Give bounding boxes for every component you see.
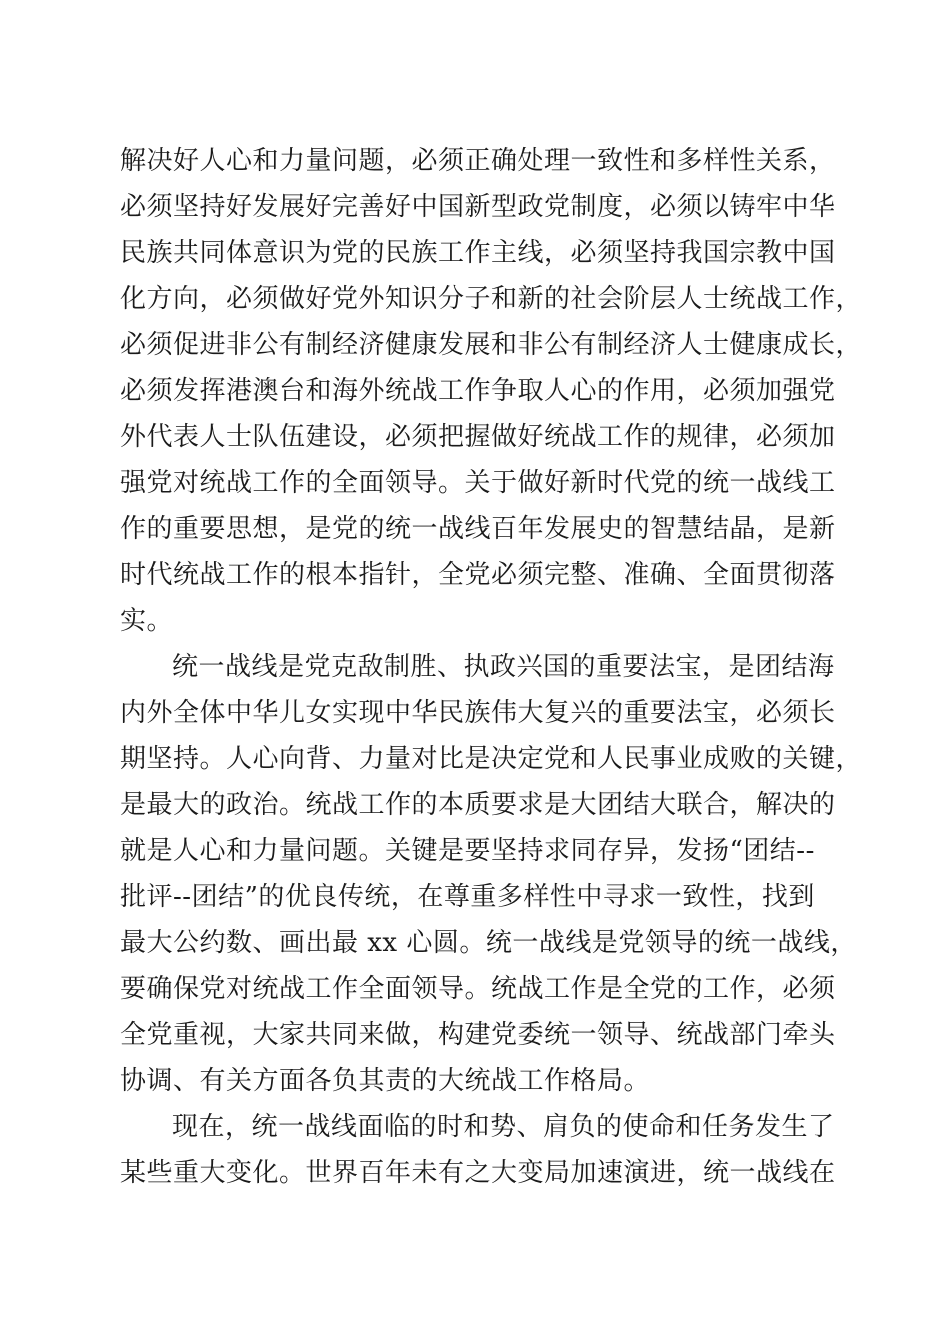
text-line: 民族共同体意识为党的民族工作主线，必须坚持我国宗教中国 xyxy=(120,238,836,268)
text-line: 期坚持。人心向背、力量对比是决定党和人民事业成败的关键， xyxy=(120,744,863,774)
text-line: 要确保党对统战工作全面领导。统战工作是全党的工作，必须 xyxy=(120,974,836,1004)
text-line: 化方向，必须做好党外知识分子和新的社会阶层人士统战工作， xyxy=(120,284,863,314)
text-line: 必须促进非公有制经济健康发展和非公有制经济人士健康成长， xyxy=(120,330,863,360)
text-line: 全党重视，大家共同来做，构建党委统一领导、统战部门牵头 xyxy=(120,1020,836,1050)
text-line: 协调、有关方面各负其责的大统战工作格局。 xyxy=(120,1066,651,1096)
text-line: 内外全体中华儿女实现中华民族伟大复兴的重要法宝，必须长 xyxy=(120,698,836,728)
text-line: 解决好人心和力量问题，必须正确处理一致性和多样性关系， xyxy=(120,146,836,176)
text-line: 时代统战工作的根本指针，全党必须完整、准确、全面贯彻落 xyxy=(120,560,836,590)
text-line: 作的重要思想，是党的统一战线百年发展史的智慧结晶，是新 xyxy=(120,514,836,544)
document-body xyxy=(120,138,863,1196)
text-line: 某些重大变化。世界百年未有之大变局加速演进，统一战线在 xyxy=(120,1158,836,1188)
text-line: 实。 xyxy=(120,606,174,636)
paragraph-first-line: 现在，统一战线面临的时和势、肩负的使命和任务发生了 xyxy=(172,1112,835,1142)
text-line: 必须发挥港澳台和海外统战工作争取人心的作用，必须加强党 xyxy=(120,376,836,406)
paragraph-first-line: 统一战线是党克敌制胜、执政兴国的重要法宝，是团结海 xyxy=(172,652,835,682)
text-line: 批评--团结”的优良传统，在尊重多样性中寻求一致性，找到 xyxy=(120,882,815,912)
text-line: 必须坚持好发展好完善好中国新型政党制度，必须以铸牢中华 xyxy=(120,192,836,222)
text-line: 是最大的政治。统战工作的本质要求是大团结大联合，解决的 xyxy=(120,790,836,820)
text-line: 外代表人士队伍建设，必须把握做好统战工作的规律，必须加 xyxy=(120,422,836,452)
text-line: 就是人心和力量问题。关键是要坚持求同存异，发扬“团结-- xyxy=(120,836,815,866)
text-line: 最大公约数、画出最 xx 心圆。统一战线是党领导的统一战线， xyxy=(120,928,857,958)
text-line: 强党对统战工作的全面领导。关于做好新时代党的统一战线工 xyxy=(120,468,836,498)
